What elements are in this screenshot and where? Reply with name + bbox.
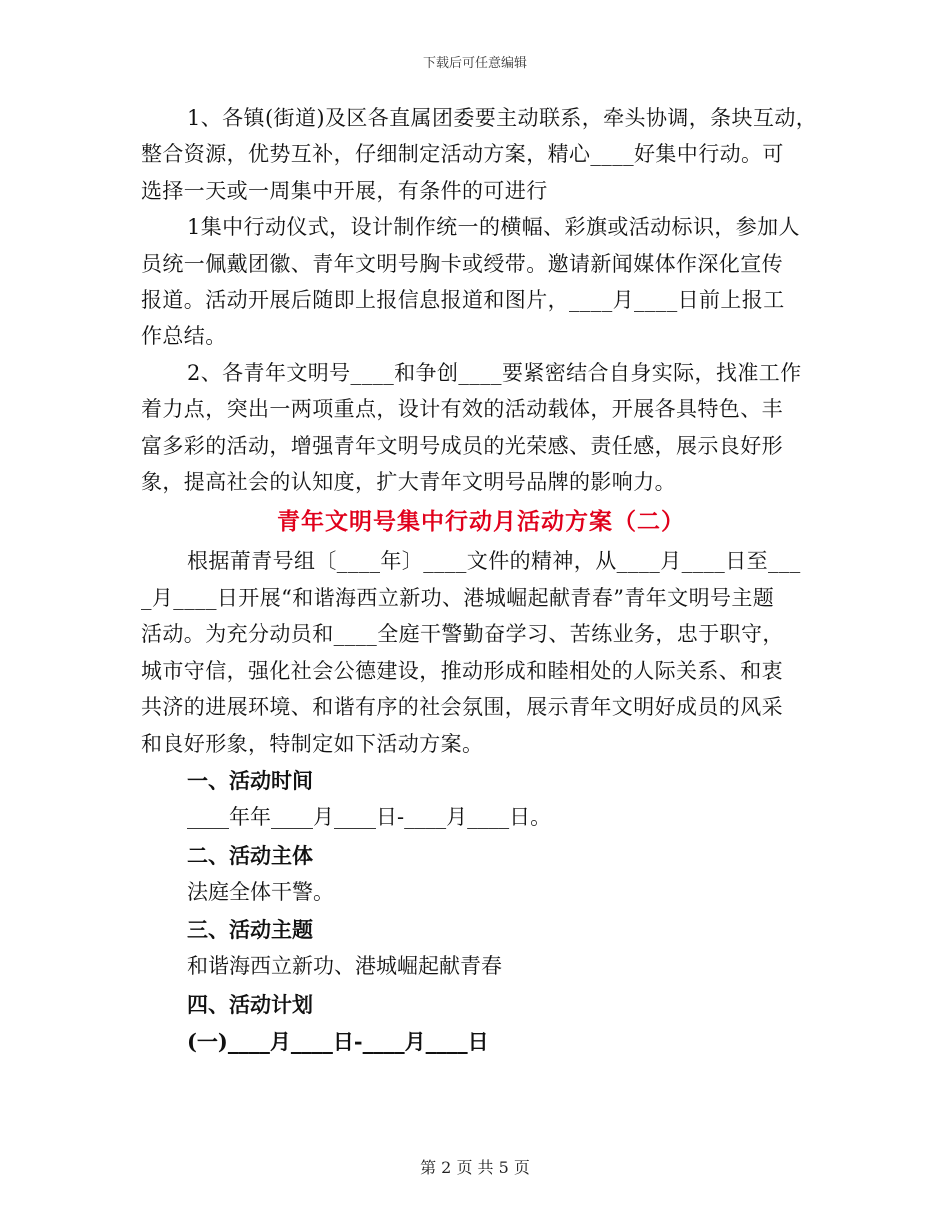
text-line: 根据莆青号组〔____年〕____文件的精神，从____月____日至___ [187,549,801,574]
document-title: 青年文明号集中行动月活动方案（二） [277,508,685,536]
text-line: 1、各镇(街道)及区各直属团委要主动联系，牵头协调，条块互动， [187,106,818,130]
text-line: 报道。活动开展后随即上报信息报道和图片，____月____日前上报工 [141,288,785,313]
section-heading-plan: 四、活动计划 [187,991,313,1017]
text-line: 象，提高社会的认知度，扩大青年文明号品牌的影响力。 [141,470,676,495]
text-line: 选择一天或一周集中开展，有条件的可进行 [141,178,548,203]
page-footer: 第 2 页 共 5 页 [420,1158,530,1177]
paragraph-4 [141,543,821,761]
text-line: 着力点，突出一两项重点，设计有效的活动载体，开展各具特色、丰 [141,397,783,422]
section-heading-time: 一、活动时间 [187,767,313,793]
section-body-subject: 法庭全体干警。 [187,879,334,904]
section-heading-theme: 三、活动主题 [187,917,313,943]
page-header: 下载后可任意编辑 [422,56,527,71]
text-line: 2、各青年文明号____和争创____要紧密结合自身实际，找准工作 [187,360,802,385]
plan-item-1: (一)____月____日-____月____日 [187,1028,489,1054]
text-line: 共济的进展环境、和谐有序的社会氛围，展示青年文明好成员的风采 [141,695,783,720]
text-line: 城市守信，强化社会公德建设，推动形成和睦相处的人际关系、和衷 [141,658,783,683]
text-line: 1集中行动仪式，设计制作统一的横幅、彩旗或活动标识，参加人 [187,215,800,240]
paragraph-1 [141,100,821,209]
document-body [141,100,821,1061]
section-heading-subject: 二、活动主体 [187,842,313,868]
paragraph-2 [141,209,821,355]
text-line: 作总结。 [141,324,227,349]
text-line: 员统一佩戴团徽、青年文明号胸卡或绶带。邀请新闻媒体作深化宣传 [141,251,783,276]
text-line: 活动。为充分动员和____全庭干警勤奋学习、苦练业务，忠于职守， [141,622,784,647]
text-line: 富多彩的活动，增强青年文明号成员的光荣感、责任感，展示良好形 [141,433,783,458]
text-line: _月____日开展“和谐海西立新功、港城崛起献青春”青年文明号主题 [141,585,775,610]
text-line: 整合资源，优势互补，仔细制定活动方案，精心____好集中行动。可 [141,142,784,167]
paragraph-3 [141,355,821,501]
text-line: 和良好形象，特制定如下活动方案。 [141,731,484,756]
section-body-time: ____年年____月____日-____月____日。 [187,805,552,830]
section-body-theme: 和谐海西立新功、港城崛起献青春 [187,954,502,979]
